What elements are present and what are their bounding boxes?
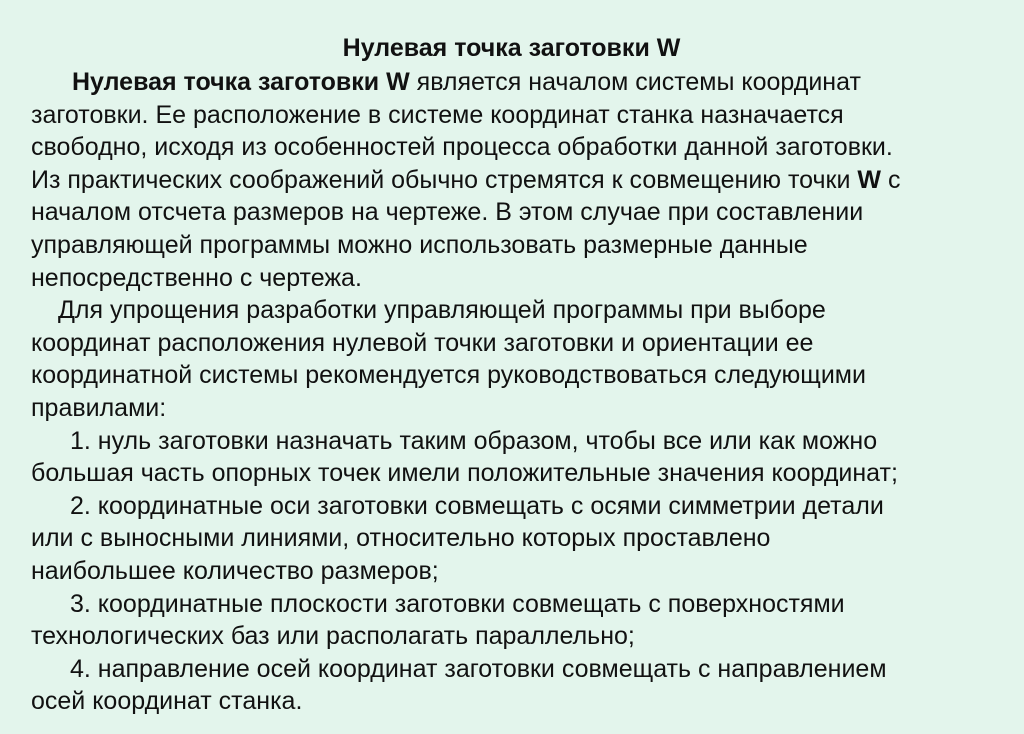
text-fragment: Из практических соображений обычно стремятся к совмещению точки bbox=[31, 165, 858, 194]
slide-title: Нулевая точка заготовки W bbox=[342, 34, 681, 62]
paragraph-line: заготовки. Ее расположение в системе координат станка назначается bbox=[31, 100, 844, 129]
rule-line: наибольшее количество размеров; bbox=[31, 556, 439, 585]
rule-line: осей координат станка. bbox=[31, 687, 303, 716]
text-fragment: является началом системы координат bbox=[409, 68, 861, 96]
rule-item-4 bbox=[31, 653, 984, 718]
paragraph-line: правилами: bbox=[31, 393, 167, 422]
paragraph-line bbox=[31, 66, 984, 99]
paragraph-line: свободно, исходя из особенностей процесса обработки данной заготовки. bbox=[31, 133, 893, 162]
rule-line: 2. координатные оси заготовки совмещать с осями симметрии детали bbox=[70, 491, 884, 520]
bold-term: Нулевая точка заготовки W bbox=[72, 68, 410, 96]
rule-line: 1. нуль заготовки назначать таким образом, чтобы все или как можно bbox=[70, 426, 878, 455]
rule-item-3 bbox=[31, 588, 984, 653]
paragraph-line: началом отсчета размеров на чертеже. В этом случае при составлении bbox=[31, 198, 864, 227]
rule-item-2 bbox=[31, 490, 984, 588]
paragraph-line: Для упрощения разработки управляющей программы при выборе bbox=[58, 296, 826, 325]
paragraph-line: непосредственно с чертежа. bbox=[31, 263, 362, 292]
paragraph-definition bbox=[31, 66, 984, 294]
rule-line: или с выносными линиями, относительно которых проставлено bbox=[31, 524, 771, 553]
paragraph-line: координат расположения нулевой точки заготовки и ориентации ее bbox=[31, 328, 814, 357]
rule-line: большая часть опорных точек имели положительные значения координат; bbox=[31, 459, 898, 488]
paragraph-line: координатной системы рекомендуется руководствоваться следующими bbox=[31, 361, 866, 390]
paragraph-line bbox=[31, 164, 984, 197]
rule-line: технологических баз или располагать параллельно; bbox=[31, 622, 635, 651]
paragraph-line: управляющей программы можно использовать размерные данные bbox=[31, 230, 808, 259]
bold-term: W bbox=[857, 165, 881, 194]
text-fragment: с bbox=[881, 165, 901, 194]
paragraph-rules-intro bbox=[31, 294, 984, 424]
rule-line: 3. координатные плоскости заготовки совмещать с поверхностями bbox=[70, 589, 845, 618]
rule-item-1 bbox=[31, 425, 984, 490]
rule-line: 4. направление осей координат заготовки совмещать с направлением bbox=[70, 654, 887, 683]
